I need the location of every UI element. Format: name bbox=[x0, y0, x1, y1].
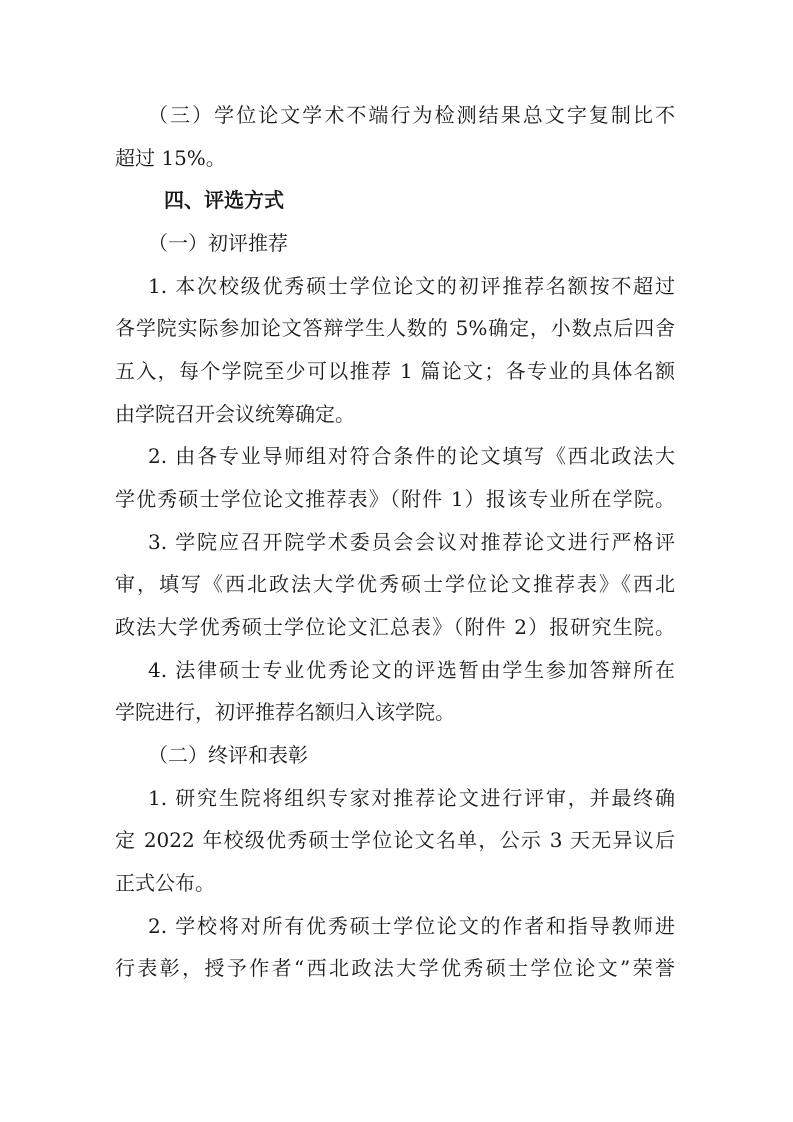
paragraph-line: 政法大学优秀硕士学位论文汇总表》（附件 2）报研究生院。 bbox=[115, 615, 675, 639]
paragraph-line: 定 2022 年校级优秀硕士学位论文名单，公示 3 天无异议后 bbox=[115, 828, 675, 852]
paragraph-line: 1. 本次校级优秀硕士学位论文的初评推荐名额按不超过 bbox=[148, 274, 675, 298]
subsection-heading: （二）终评和表彰 bbox=[148, 743, 308, 767]
paragraph-line: 学院进行，初评推荐名额归入该学院。 bbox=[115, 700, 455, 724]
paragraph-line: 审，填写《西北政法大学优秀硕士学位论文推荐表》《西北 bbox=[115, 572, 675, 596]
paragraph-line: （三）学位论文学术不端行为检测结果总文字复制比不 bbox=[148, 103, 675, 127]
paragraph-line: 4. 法律硕士专业优秀论文的评选暂由学生参加答辩所在 bbox=[148, 658, 675, 682]
paragraph-line: 3. 学院应召开院学术委员会会议对推荐论文进行严格评 bbox=[148, 530, 675, 554]
paragraph-line: 2. 学校将对所有优秀硕士学位论文的作者和指导教师进 bbox=[148, 914, 675, 938]
paragraph-line: 各学院实际参加论文答辩学生人数的 5%确定，小数点后四舍 bbox=[115, 316, 675, 340]
paragraph-line: 五入，每个学院至少可以推荐 1 篇论文；各专业的具体名额 bbox=[115, 359, 675, 383]
paragraph-line: 正式公布。 bbox=[115, 871, 215, 895]
paragraph-line: 由学院召开会议统筹确定。 bbox=[115, 402, 355, 426]
paragraph-line: 超过 15%。 bbox=[115, 146, 226, 170]
subsection-heading: （一）初评推荐 bbox=[148, 231, 288, 255]
section-heading: 四、评选方式 bbox=[164, 188, 284, 212]
paragraph-line: 2. 由各专业导师组对符合条件的论文填写《西北政法大 bbox=[148, 444, 675, 468]
paragraph-line: 1. 研究生院将组织专家对推荐论文进行评审，并最终确 bbox=[148, 786, 675, 810]
paragraph-line: 行表彰，授予作者“西北政法大学优秀硕士学位论文”荣誉 bbox=[115, 956, 675, 980]
paragraph-line: 学优秀硕士学位论文推荐表》（附件 1）报该专业所在学院。 bbox=[115, 487, 675, 511]
